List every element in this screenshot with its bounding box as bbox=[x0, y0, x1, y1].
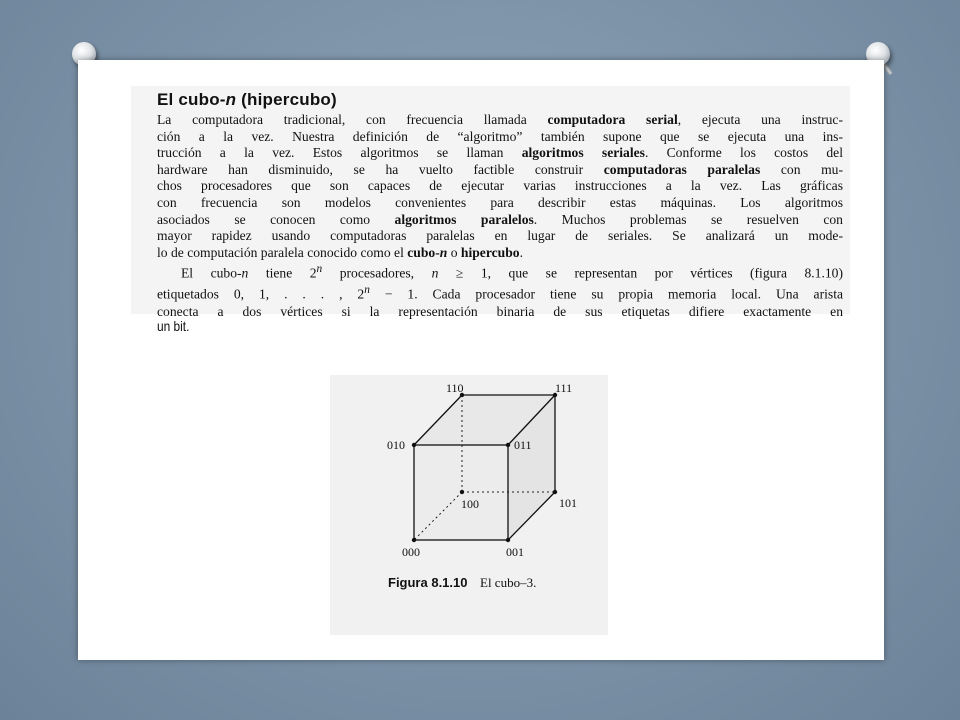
section-heading: El cubo-n (hipercubo) bbox=[157, 90, 337, 109]
paragraph-line: hardware han disminuido, se ha vuelto factible construir computadoras paralelas con mu- bbox=[157, 161, 843, 177]
paragraph-line: con frecuencia son modelos convenientes para describir estas máquinas. Los algoritmos bbox=[157, 194, 843, 210]
vertex-label-011: 011 bbox=[514, 438, 532, 452]
vertex-dot bbox=[506, 443, 510, 447]
vertex-label-110: 110 bbox=[446, 381, 464, 395]
paragraph-line: mayor rapidez usando computadoras paralelas en lugar de seriales. Se analizará un mode- bbox=[157, 228, 843, 244]
paragraph-line: etiquetados 0, 1, . . . , $2^n - 1$. Cada procesador tiene su propia memoria local. Una arista bbox=[157, 284, 843, 302]
paragraph-line: La computadora tradicional, con frecuencia llamada computadora serial, ejecuta una instruc- bbox=[157, 112, 843, 127]
vertex-label-101: 101 bbox=[559, 496, 577, 510]
vertex-dot bbox=[506, 538, 510, 542]
vertex-dot bbox=[553, 490, 557, 494]
figure-caption-text: El cubo–3. bbox=[480, 575, 537, 590]
cube-diagram bbox=[330, 375, 608, 635]
paragraph-line: asociados se conocen como algoritmos paralelos. Muchos problemas se resuelven con bbox=[157, 211, 843, 227]
vertex-label-100: 100 bbox=[461, 497, 479, 511]
vertex-dot bbox=[460, 490, 464, 494]
vertex-label-111: 111 bbox=[555, 381, 573, 395]
vertex-label-000: 000 bbox=[402, 545, 420, 559]
paragraph-line: chos procesadores que son capaces de ejecutar varias instrucciones a la vez. Las gráficas bbox=[157, 178, 843, 194]
scanned-text-excerpt bbox=[131, 86, 850, 319]
paragraph-line: conecta a dos vértices si la representación binaria de sus etiquetas difiere exactamente en bbox=[157, 303, 843, 319]
figure-caption-number: Figura 8.1.10 bbox=[388, 575, 468, 590]
vertex-label-010: 010 bbox=[387, 438, 405, 452]
paragraph-continuation: un bit. bbox=[157, 318, 190, 334]
vertex-label-001: 001 bbox=[506, 545, 524, 559]
paragraph-line: trucción a la vez. Estos algoritmos se llaman algoritmos seriales. Conforme los costos del bbox=[157, 145, 843, 161]
paragraph-line: El cubo-n tiene 2$^n$ procesadores, n ≥ 1, que se representan por vértices (figura 8.1.10) bbox=[181, 263, 843, 281]
vertex-dot bbox=[412, 538, 416, 542]
paragraph-line: ción a la vez. Nuestra definición de “algoritmo” también supone que se ejecuta una ins- bbox=[157, 128, 843, 144]
cube-figure bbox=[330, 375, 608, 635]
paragraph-line: lo de computación paralela conocido como el cubo-n o hipercubo. bbox=[157, 244, 523, 260]
vertex-dot bbox=[412, 443, 416, 447]
